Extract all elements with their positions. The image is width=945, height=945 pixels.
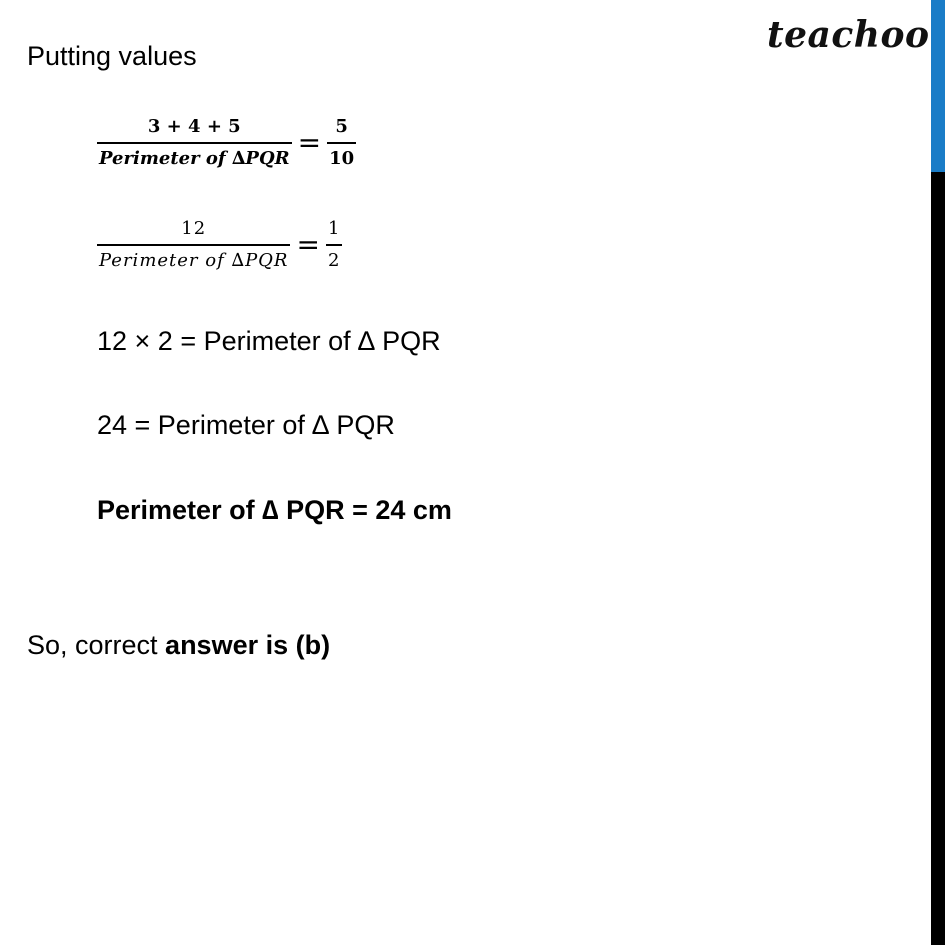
equation-2-lhs-fraction (97, 218, 290, 272)
conclusion-answer: answer is (b) (165, 630, 331, 660)
heading: Putting values (27, 41, 197, 71)
side-bar (931, 0, 945, 945)
equation-2-rhs-fraction (326, 218, 342, 272)
result-line: Perimeter of ∆ PQR = 24 cm (97, 495, 452, 525)
equation-2-rhs-numerator: 1 (327, 218, 341, 239)
equals-sign: = (296, 228, 320, 262)
equation-1-rhs-fraction (327, 116, 356, 170)
conclusion (27, 629, 330, 661)
equation-1-lhs-fraction (97, 116, 292, 170)
equation-1-numerator: 3 + 4 + 5 (147, 116, 241, 137)
equation-1-rhs-denominator: 10 (329, 147, 355, 169)
conclusion-prefix: So, correct (27, 630, 166, 660)
side-bar-accent (931, 0, 945, 172)
equation-2-rhs-denominator: 2 (327, 249, 341, 271)
equals-sign: = (297, 126, 322, 160)
equation-2-denominator: Perimeter of ∆PQR (99, 249, 289, 271)
equation-1 (97, 116, 356, 170)
equation-1-denominator: Perimeter of ∆PQR (99, 147, 290, 169)
equation-1-rhs-numerator: 5 (335, 116, 348, 137)
step-multiply: 12 × 2 = Perimeter of ∆ PQR (97, 326, 441, 356)
equation-2 (97, 218, 342, 272)
step-evaluate: 24 = Perimeter of ∆ PQR (97, 410, 395, 440)
teachoo-logo: teachoo (767, 14, 930, 56)
equation-2-numerator: 12 (181, 218, 207, 239)
